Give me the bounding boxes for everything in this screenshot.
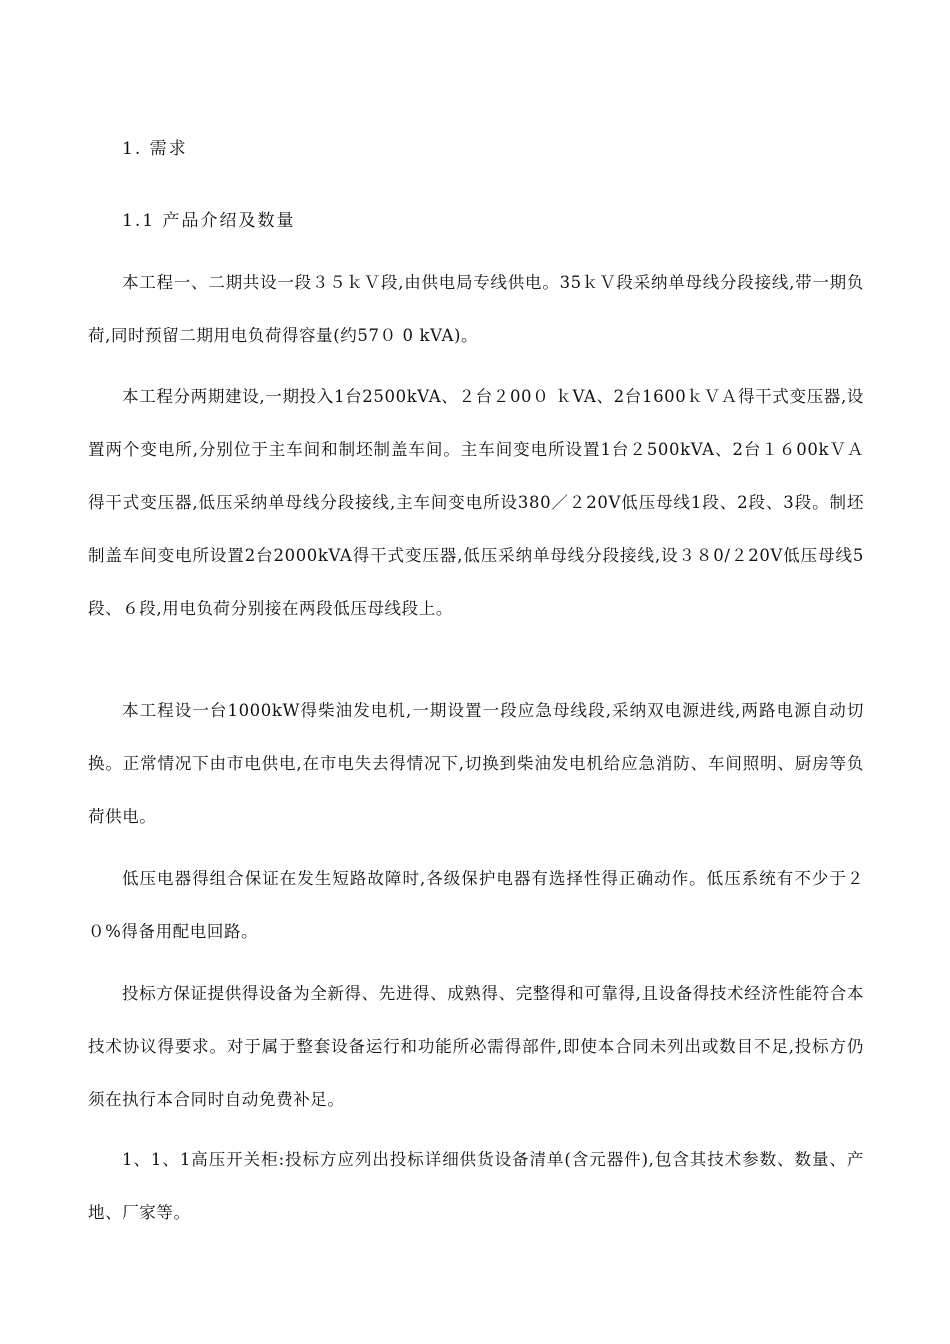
paragraph-switchgear: 1、1、1高压开关柜:投标方应列出投标详细供货设备清单(含元器件),包含其技术参数、数量、产地、厂家等。	[88, 1150, 864, 1222]
paragraph-equipment-guarantee: 投标方保证提供得设备为全新得、先进得、成熟得、完整得和可靠得,且设备得技术经济性能符合本技术协议得要求。对于属于整套设备运行和功能所必需得部件,即使本合同未列出或数目不足,投标方仍须在执行本合同时自动免费补足。	[88, 984, 864, 1109]
paragraph-power-supply: 本工程一、二期共设一段３５ｋＶ段,由供电局专线供电。35ｋＶ段采纳单母线分段接线,带一期负荷,同时预留二期用电负荷得容量(约57０ 0 kVA)。	[88, 273, 864, 345]
section-heading: 1. 需求	[122, 139, 188, 159]
paragraph-diesel-generator: 本工程设一台1000kW得柴油发电机,一期设置一段应急母线段,采纳双电源进线,两路电源自动切换。正常情况下由市电供电,在市电失去得情况下,切换到柴油发电机给应急消防、车间照明、厨房等负荷供电。	[88, 701, 864, 826]
subsection-heading: 1.1 产品介绍及数量	[122, 211, 296, 231]
paragraph-transformers: 本工程分两期建设,一期投入1台2500kVA、２台２00０ ｋVA、2台1600ｋＶＡ得干式变压器,设置两个变电所,分别位于主车间和制坯制盖车间。主车间变电所设置1台２500kVA、2台１６00kＶＡ得干式变压器,低压采纳单母线分段接线,主车间变电所设380／２20V低压母线1段、2段、3段。制坯制盖车间变电所设置2台2000kVA得干式变压器,低压采纳单母线分段接线,设３８0/２20V低压母线5段、６段,用电负荷分别接在两段低压母线段上。	[88, 387, 864, 618]
paragraph-low-voltage: 低压电器得组合保证在发生短路故障时,各级保护电器有选择性得正确动作。低压系统有不少于２０%得备用配电回路。	[88, 869, 864, 941]
